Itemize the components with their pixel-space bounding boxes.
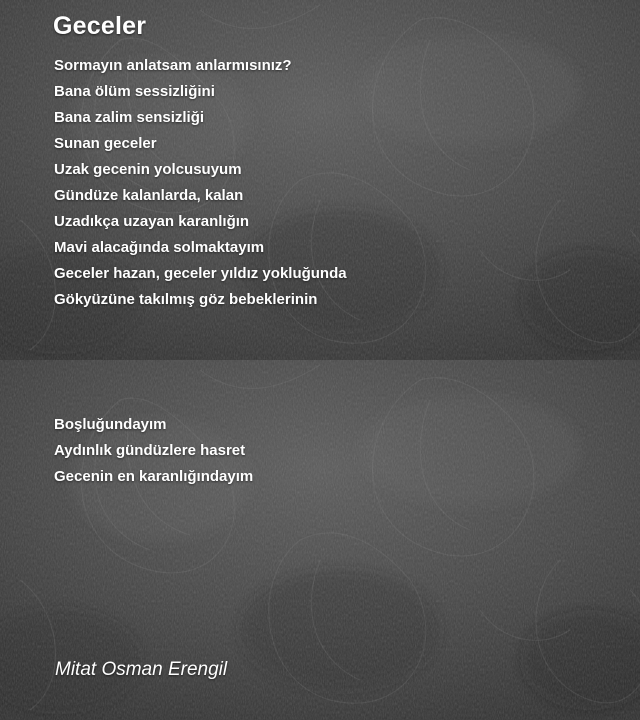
poem-stanza-2 [54,412,253,490]
poem-stanza-1 [54,53,347,313]
poem-line: Gökyüzüne takılmış göz bebeklerinin [54,291,318,308]
poem-title: Geceler [53,12,147,40]
poem-line: Sunan geceler [54,135,157,152]
poem-line: Geceler hazan, geceler yıldız yokluğunda [54,265,347,282]
poem-line: Bana ölüm sessizliğini [54,83,215,100]
poem-line: Aydınlık gündüzlere hasret [54,442,246,459]
poem-author: Mitat Osman Erengil [55,659,228,680]
poem-line: Gündüze kalanlarda, kalan [54,187,244,204]
poem-line: Uzadıkça uzayan karanlığın [54,213,250,230]
poem-line: Uzak gecenin yolcusuyum [54,161,242,178]
poem-line: Bana zalim sensizliği [54,109,205,126]
poem-line: Sormayın anlatsam anlarmısınız? [54,57,292,74]
poem-line: Mavi alacağında solmaktayım [54,239,265,256]
poem-panel-bottom [0,360,640,720]
poem-line: Boşluğundayım [54,416,167,433]
poem-line: Gecenin en karanlığındayım [54,468,254,485]
